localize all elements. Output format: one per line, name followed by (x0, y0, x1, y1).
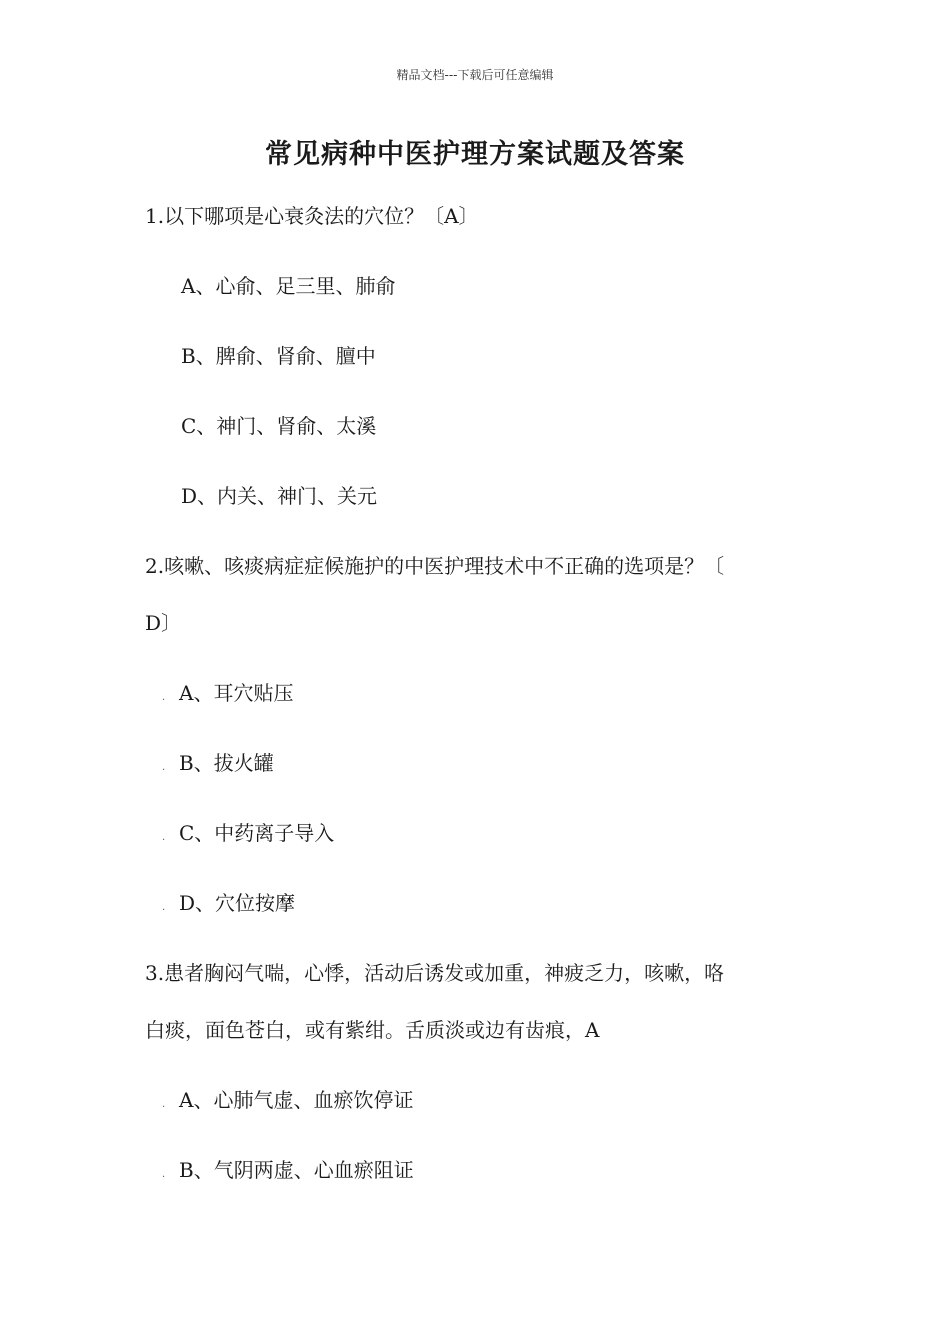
list-bullet: . (162, 902, 166, 913)
question-2-option-a (162, 679, 293, 712)
question-3-option-a (162, 1086, 413, 1119)
option-text: B、气阴两虚、心血瘀阻证 (179, 1158, 414, 1182)
question-2-stem-line-2: D〕 (145, 611, 182, 635)
question-1-option-a: A、心俞、足三里、肺俞 (181, 274, 396, 298)
option-text: D、穴位按摩 (179, 891, 296, 915)
question-2-stem-line-1: 2.咳嗽、咳痰病症症候施护的中医护理技术中不正确的选项是？〔 (145, 554, 725, 578)
header-note: 精品文档---下载后可任意编辑 (396, 68, 554, 82)
question-2-option-b (162, 749, 274, 782)
option-text: C、中药离子导入 (179, 821, 335, 845)
question-1-option-d: D、内关、神门、关元 (181, 484, 378, 508)
list-bullet: . (162, 1169, 166, 1180)
question-1-option-c: C、神门、肾俞、太溪 (181, 414, 377, 438)
question-2-option-d (162, 889, 295, 922)
list-bullet: . (162, 692, 166, 703)
question-1-stem: 1.以下哪项是心衰灸法的穴位？〔A〕 (145, 204, 479, 228)
list-bullet: . (162, 832, 166, 843)
question-3-stem-line-2: 白痰，面色苍白，或有紫绀。舌质淡或边有齿痕，A (145, 1018, 600, 1042)
option-text: A、心肺气虚、血瘀饮停证 (179, 1088, 414, 1112)
question-3-option-b (162, 1156, 414, 1189)
list-bullet: . (162, 762, 166, 773)
page-title: 常见病种中医护理方案试题及答案 (265, 139, 685, 170)
option-text: A、耳穴贴压 (179, 681, 294, 705)
question-1-option-b: B、脾俞、肾俞、膻中 (181, 344, 376, 368)
list-bullet: . (162, 1099, 166, 1110)
question-3-stem-line-1: 3.患者胸闷气喘，心悸，活动后诱发或加重，神疲乏力，咳嗽，咯 (145, 961, 725, 985)
option-text: B、拔火罐 (179, 751, 274, 775)
question-2-option-c (162, 819, 334, 852)
